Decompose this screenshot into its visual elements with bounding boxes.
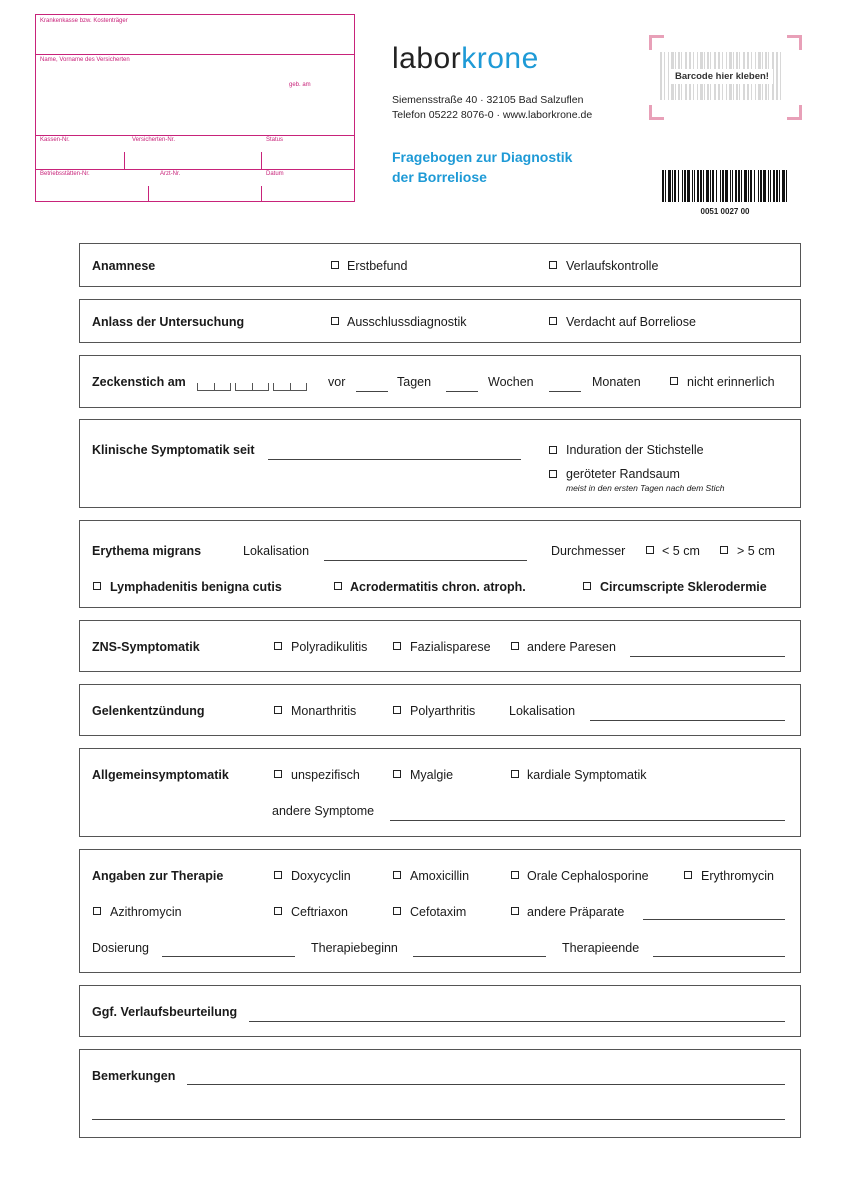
status-label: Status xyxy=(266,137,284,143)
barcode-corner xyxy=(787,105,802,120)
zecke-label: Zeckenstich am xyxy=(92,375,186,389)
acrodermatitis-checkbox[interactable] xyxy=(334,582,342,590)
andere-praeparate-label: andere Präparate xyxy=(527,905,625,919)
monarthritis-label: Monarthritis xyxy=(291,704,357,718)
barcode-bar xyxy=(720,170,721,202)
bemerkungen-input-line-2[interactable] xyxy=(92,1119,785,1120)
gt5cm-checkbox[interactable] xyxy=(720,546,728,554)
klinisch-seit-input-line[interactable] xyxy=(268,459,521,460)
erythromycin-label: Erythromycin xyxy=(701,869,774,883)
allgemein-label: Allgemeinsymptomatik xyxy=(92,768,229,782)
form-title-line2: der Borreliose xyxy=(392,169,487,185)
section-zns xyxy=(79,620,801,672)
barcode-bar xyxy=(786,170,787,202)
lt5cm-label: < 5 cm xyxy=(662,544,700,558)
barcode-bar xyxy=(668,170,671,202)
polyarthritis-label: Polyarthritis xyxy=(410,704,476,718)
sklerodermie-label: Circumscripte Sklerodermie xyxy=(600,580,767,594)
anamnese-label: Anamnese xyxy=(92,259,156,273)
section-erythema xyxy=(79,520,801,608)
dosierung-input-line[interactable] xyxy=(162,956,295,957)
durchmesser-label: Durchmesser xyxy=(551,544,626,558)
verlauf-input-line[interactable] xyxy=(249,1021,785,1022)
logo-part2: krone xyxy=(461,42,539,75)
barcode-bar xyxy=(760,170,762,202)
lymphadenitis-checkbox[interactable] xyxy=(93,582,101,590)
barcode-bar xyxy=(672,170,673,202)
andere-paresen-label: andere Paresen xyxy=(527,640,616,654)
barcode-bar xyxy=(725,170,728,202)
lymphadenitis-label: Lymphadenitis benigna cutis xyxy=(110,580,282,594)
section-klinisch xyxy=(79,419,801,508)
barcode-bar xyxy=(674,170,676,202)
kardiale-label: kardiale Symptomatik xyxy=(527,768,647,782)
barcode-bar xyxy=(768,170,769,202)
barcode-bar xyxy=(776,170,778,202)
andere-praeparate-input-line[interactable] xyxy=(643,919,785,920)
fazialisparese-checkbox[interactable] xyxy=(393,642,401,650)
barcode-bar xyxy=(687,170,690,202)
divider xyxy=(261,186,262,202)
geb-label: geb. am xyxy=(289,82,311,88)
barcode-bar xyxy=(716,170,717,202)
barcode-bar xyxy=(741,170,742,202)
barcode-bar xyxy=(779,170,780,202)
barcode-bar xyxy=(758,170,759,202)
amoxicillin-label: Amoxicillin xyxy=(410,869,470,883)
verlaufskontrolle-checkbox[interactable] xyxy=(549,261,557,269)
zns-label: ZNS-Symptomatik xyxy=(92,640,200,654)
doxycyclin-checkbox[interactable] xyxy=(274,871,282,879)
gelenk-lokalisation-label: Lokalisation xyxy=(509,704,576,718)
ausschluss-label: Ausschlussdiagnostik xyxy=(347,315,467,329)
barcode-bar xyxy=(750,170,752,202)
address-line1: Siemensstraße 40 · 32105 Bad Salzuflen xyxy=(392,94,584,106)
barcode-bar xyxy=(744,170,747,202)
therapiebeginn-input-line[interactable] xyxy=(413,956,546,957)
doxycyclin-label: Doxycyclin xyxy=(291,869,351,883)
barcode-bar xyxy=(732,170,733,202)
divider xyxy=(36,54,354,55)
anlass-label: Anlass der Untersuchung xyxy=(92,315,245,329)
divider xyxy=(261,152,262,169)
wochen-label: Wochen xyxy=(488,375,534,389)
insurance-box xyxy=(35,14,355,202)
sklerodermie-checkbox[interactable] xyxy=(583,582,591,590)
andere-symptome-input-line[interactable] xyxy=(390,820,785,821)
barcode-bar xyxy=(700,170,702,202)
barcode-bar xyxy=(730,170,731,202)
randsaum-note: meist in den ersten Tagen nach dem Stich xyxy=(566,483,725,493)
barcode-bar xyxy=(735,170,737,202)
monate-input-line[interactable] xyxy=(549,391,581,392)
barcode-bar xyxy=(763,170,766,202)
section-anlass xyxy=(79,299,801,343)
section-therapie xyxy=(79,849,801,973)
lokalisation-input-line[interactable] xyxy=(324,560,527,561)
polyradikulitis-checkbox[interactable] xyxy=(274,642,282,650)
klinisch-label: Klinische Symptomatik seit xyxy=(92,443,255,457)
barcode-bar xyxy=(712,170,714,202)
barcode-graphic xyxy=(662,170,788,202)
erythema-label: Erythema migrans xyxy=(92,544,202,558)
barcode-bar xyxy=(682,170,683,202)
logo-part1: labor xyxy=(392,42,462,75)
arzt-label: Arzt-Nr. xyxy=(160,171,181,177)
barcode-bar xyxy=(665,170,666,202)
barcode-bar xyxy=(773,170,775,202)
induration-checkbox[interactable] xyxy=(549,446,557,454)
divider xyxy=(36,135,354,136)
azithromycin-label: Azithromycin xyxy=(110,905,182,919)
azithromycin-checkbox[interactable] xyxy=(93,907,101,915)
monate-label: Monaten xyxy=(592,375,641,389)
barcode-bar xyxy=(678,170,679,202)
section-anamnese xyxy=(79,243,801,287)
unspezifisch-checkbox[interactable] xyxy=(274,770,282,778)
gelenk-lokalisation-input-line[interactable] xyxy=(590,720,785,721)
barcode-bar xyxy=(703,170,704,202)
verdacht-label: Verdacht auf Borreliose xyxy=(566,315,696,329)
form-title-line1: Fragebogen zur Diagnostik xyxy=(392,149,573,165)
verdacht-checkbox[interactable] xyxy=(549,317,557,325)
erstbefund-checkbox[interactable] xyxy=(331,261,339,269)
kardiale-checkbox[interactable] xyxy=(511,770,519,778)
cefotaxim-label: Cefotaxim xyxy=(410,905,467,919)
dosierung-label: Dosierung xyxy=(92,941,149,955)
acrodermatitis-label: Acrodermatitis chron. atroph. xyxy=(350,580,526,594)
barcode-bar xyxy=(722,170,724,202)
therapie-label: Angaben zur Therapie xyxy=(92,869,224,883)
barcode-bar xyxy=(710,170,711,202)
randsaum-checkbox[interactable] xyxy=(549,470,557,478)
date-year-field[interactable] xyxy=(273,383,307,391)
nicht-erinnerlich-checkbox[interactable] xyxy=(670,377,678,385)
gt5cm-label: > 5 cm xyxy=(737,544,775,558)
divider xyxy=(148,186,149,202)
versicherten-nr-label: Versicherten-Nr. xyxy=(132,137,176,143)
barcode-bar xyxy=(754,170,755,202)
divider xyxy=(124,152,125,169)
section-zeckenstich xyxy=(79,355,801,408)
gelenk-label: Gelenkentzündung xyxy=(92,704,205,718)
lokalisation-label: Lokalisation xyxy=(243,544,310,558)
address-line2: Telefon 05222 8076-0 · www.laborkrone.de xyxy=(392,109,593,121)
cephalosporine-checkbox[interactable] xyxy=(511,871,519,879)
name-label: Name, Vorname des Versicherten xyxy=(40,57,130,63)
myalgie-label: Myalgie xyxy=(410,768,454,782)
andere-praeparate-checkbox[interactable] xyxy=(511,907,519,915)
section-verlauf xyxy=(79,985,801,1037)
randsaum-label: geröteter Randsaum xyxy=(566,467,680,481)
section-allgemein xyxy=(79,748,801,837)
tage-input-line[interactable] xyxy=(356,391,388,392)
fazialisparese-label: Fazialisparese xyxy=(410,640,491,654)
barcode-corner xyxy=(649,105,664,120)
barcode-bar xyxy=(748,170,749,202)
section-gelenk xyxy=(79,684,801,736)
barcode-sticker-area[interactable] xyxy=(660,52,784,100)
barcode-bar xyxy=(706,170,709,202)
andere-paresen-checkbox[interactable] xyxy=(511,642,519,650)
induration-label: Induration der Stichstelle xyxy=(566,443,704,457)
nicht-erinnerlich-label: nicht erinnerlich xyxy=(687,375,775,389)
barcode-corner xyxy=(649,35,664,50)
kasse-label: Krankenkasse bzw. Kostenträger xyxy=(40,18,128,24)
unspezifisch-label: unspezifisch xyxy=(291,768,360,782)
divider xyxy=(36,169,354,170)
polyradikulitis-label: Polyradikulitis xyxy=(291,640,368,654)
barcode-bar xyxy=(697,170,699,202)
bemerkungen-label: Bemerkungen xyxy=(92,1069,176,1083)
betrieb-label: Betriebsstätten-Nr. xyxy=(40,171,90,177)
cefotaxim-checkbox[interactable] xyxy=(393,907,401,915)
andere-paresen-input-line[interactable] xyxy=(630,656,785,657)
tage-label: Tagen xyxy=(397,375,432,389)
lt5cm-checkbox[interactable] xyxy=(646,546,654,554)
date-month-field[interactable] xyxy=(235,383,269,391)
section-bemerkungen xyxy=(79,1049,801,1138)
therapieende-label: Therapieende xyxy=(562,941,640,955)
monarthritis-checkbox[interactable] xyxy=(274,706,282,714)
therapiebeginn-label: Therapiebeginn xyxy=(311,941,398,955)
barcode-bar xyxy=(662,170,664,202)
barcode-bar xyxy=(782,170,785,202)
barcode-bar xyxy=(684,170,686,202)
amoxicillin-checkbox[interactable] xyxy=(393,871,401,879)
barcode-bar xyxy=(692,170,693,202)
cephalosporine-label: Orale Cephalosporine xyxy=(527,869,649,883)
ceftriaxon-label: Ceftriaxon xyxy=(291,905,348,919)
vor-label: vor xyxy=(328,375,346,389)
date-day-field[interactable] xyxy=(197,383,231,391)
kassen-nr-label: Kassen-Nr. xyxy=(40,137,70,143)
barcode-corner xyxy=(787,35,802,50)
therapieende-input-line[interactable] xyxy=(653,956,785,957)
barcode-placeholder-text: Barcode hier kleben! xyxy=(671,69,773,84)
polyarthritis-checkbox[interactable] xyxy=(393,706,401,714)
wochen-input-line[interactable] xyxy=(446,391,478,392)
myalgie-checkbox[interactable] xyxy=(393,770,401,778)
erstbefund-label: Erstbefund xyxy=(347,259,408,273)
laborkrone-logo xyxy=(392,42,539,76)
barcode-bar xyxy=(694,170,695,202)
verlauf-label: Ggf. Verlaufsbeurteilung xyxy=(92,1005,238,1019)
verlaufskontrolle-label: Verlaufskontrolle xyxy=(566,259,659,273)
erythromycin-checkbox[interactable] xyxy=(684,871,692,879)
barcode-number: 0051 0027 00 xyxy=(700,207,750,216)
bemerkungen-input-line-1[interactable] xyxy=(187,1084,785,1085)
ausschluss-checkbox[interactable] xyxy=(331,317,339,325)
barcode-bar xyxy=(738,170,740,202)
andere-symptome-label: andere Symptome xyxy=(272,804,375,818)
datum-label: Datum xyxy=(266,171,284,177)
ceftriaxon-checkbox[interactable] xyxy=(274,907,282,915)
barcode-bar xyxy=(770,170,771,202)
